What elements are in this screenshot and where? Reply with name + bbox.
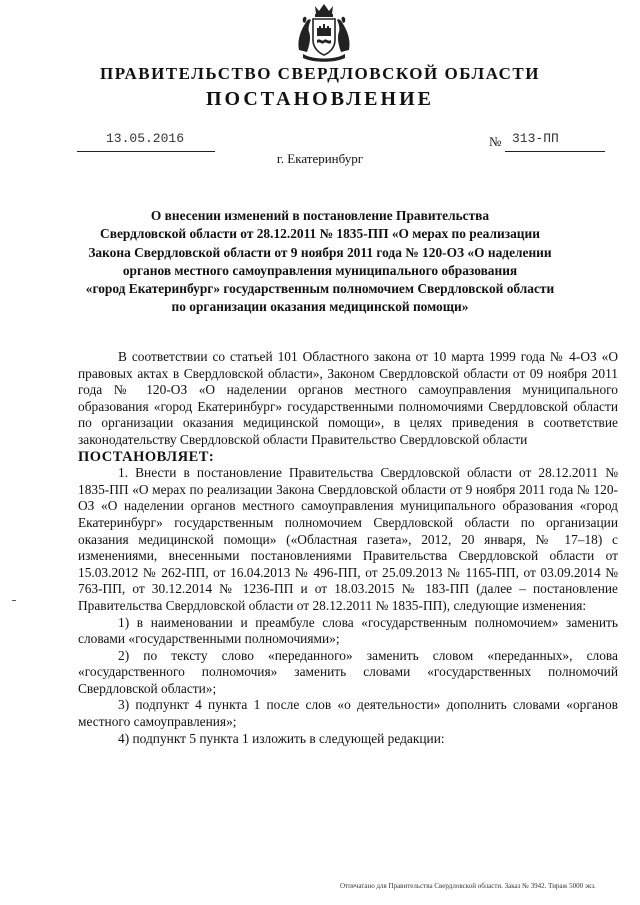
number-sign: №: [489, 134, 502, 149]
city: г. Екатеринбург: [276, 151, 364, 166]
preamble-paragraph: В соответствии со статьей 101 Областного закона от 10 марта 1999 года № 4-ОЗ «О правовых актах в Свердловской области», Законом Свердловской области от 09 ноября 2011 года № 120-ОЗ «О наделении органов местного самоуправления муниципального образования «город Екатеринбург» государственными полномочиями Свердловской области по организации оказания медицинской помощи», в целях приведения в соответствие законодательству Свердловской области Правительство Свердловской области: [78, 349, 618, 447]
margin-mark: [12, 600, 16, 601]
document-kind: ПОСТАНОВЛЕНИЕ: [206, 88, 434, 110]
subclause-1: 1) в наименовании и преамбуле слова «государственным полномочием» заменить словами «государственными полномочиями»;: [78, 614, 618, 647]
print-note: Отпечатано для Правительства Свердловской области. Заказ № 3942. Тираж 5000 экз.: [340, 882, 596, 890]
organization-name: ПРАВИТЕЛЬСТВО СВЕРДЛОВСКОЙ ОБЛАСТИ: [100, 64, 540, 83]
title-line: Свердловской области от 28.12.2011 № 1835-ПП «О мерах по реализации: [100, 226, 540, 242]
title-line: О внесении изменений в постановление Правительства: [150, 208, 490, 223]
title-line: органов местного самоуправления муниципального образования: [122, 262, 518, 278]
subclause-2: 2) по тексту слово «переданного» заменить словом «переданных», слова «государственного полномочия» заменить словами «государственных полномочий Свердловской области»;: [78, 647, 618, 696]
document-body: [78, 349, 618, 747]
document-date: 13.05.2016: [105, 131, 184, 146]
subclause-4: 4) подпункт 5 пункта 1 изложить в следующей редакции:: [118, 730, 445, 746]
subclause-3: 3) подпункт 4 пункта 1 после слов «о деятельности» дополнить словами «органов местного самоуправления»;: [78, 697, 618, 730]
title-line: Закона Свердловской области от 9 ноября 2011 года № 120-ОЗ «О наделении: [88, 244, 552, 260]
title-line: по организации оказания медицинской помощи»: [171, 299, 469, 315]
document-number: 313-ПП: [512, 131, 559, 146]
clause-1-paragraph: 1. Внести в постановление Правительства Свердловской области от 28.12.2011 № 1835-ПП «О мерах по реализации Закона Свердловской области от 9 ноября 2011 года № 120-ОЗ «О наделении органов местного самоуправления муниципального образования «город Екатеринбург» государственным полномочием Свердловской области по организации оказания медицинской помощи» («Областная газета», 2012, 20 января, № 17–18) с изменениями, внесенными постановлениями Правительства Свердловской области от 15.03.2012 № 262-ПП, от 16.04.2013 № 496-ПП, от 25.09.2013 № 1165-ПП, от 03.09.2014 № 763-ПП, от 30.12.2014 № 1236-ПП и от 18.03.2015 № 183-ПП (далее – постановление Правительства Свердловской области от 28.12.2011 № 1835-ПП), следующие изменения:: [78, 465, 618, 613]
document-title: [60, 207, 580, 317]
decree-word: ПОСТАНОВЛЯЕТ:: [78, 448, 215, 465]
title-line: «город Екатеринбург» государственным полномочием Свердловской области: [85, 281, 555, 297]
coat-of-arms-icon: [295, 2, 353, 64]
